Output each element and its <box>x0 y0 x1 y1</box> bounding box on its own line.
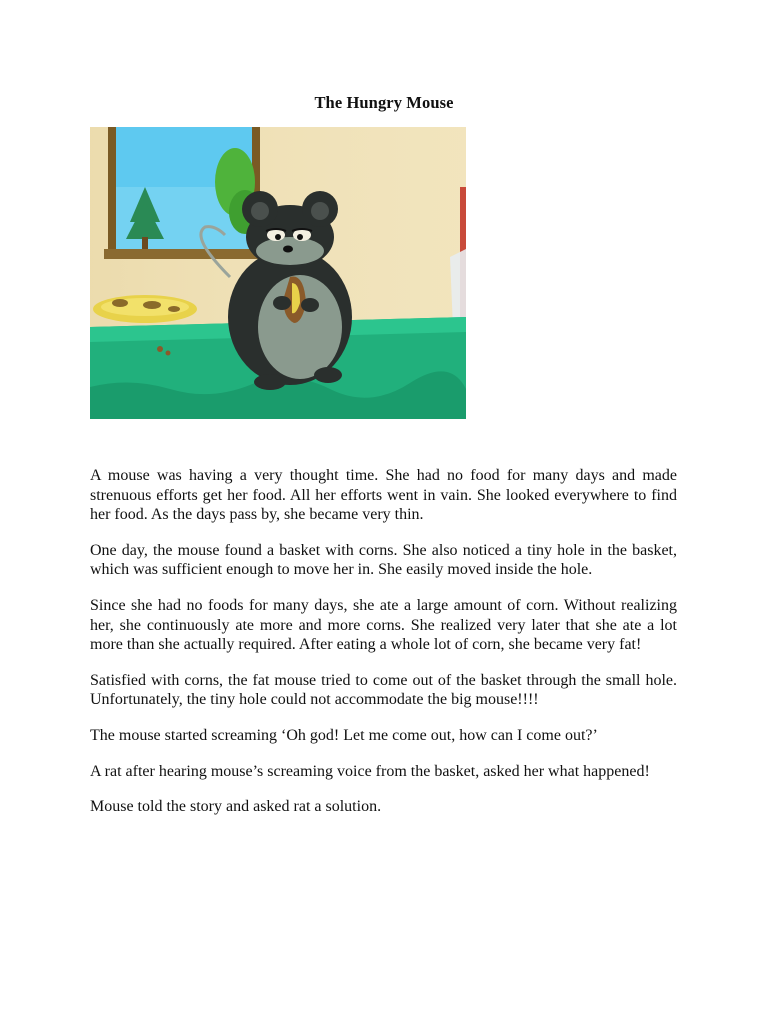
paragraph-6: A rat after hearing mouse’s screaming voice from the basket, asked her what happened! <box>90 762 650 780</box>
story-text <box>90 466 677 833</box>
paragraph-4: Satisfied with corns, the fat mouse tried to come out of the basket through the small hole. Unfortunately, the tiny hole could not accommodate the big mouse!!!! <box>90 671 677 709</box>
paragraph-2: One day, the mouse found a basket with corns. She also noticed a tiny hole in the basket, which was sufficient enough to move her in. She easily moved inside the hole. <box>90 541 677 579</box>
paragraph-5: The mouse started screaming ‘Oh god! Let me come out, how can I come out?’ <box>90 726 598 744</box>
document-title: The Hungry Mouse <box>314 93 454 112</box>
paragraph-3: Since she had no foods for many days, she ate a large amount of corn. Without realizing her, she continuously ate more and more corns. She realized very later that she ate a lot more than she actually required. After eating a whole lot of corn, she became very fat! <box>90 596 677 654</box>
paragraph-1: A mouse was having a very thought time. She had no food for many days and made strenuous efforts get her food. All her efforts went in vain. She looked everywhere to find her food. As the days pass by, she became very thin. <box>90 467 677 524</box>
mouse-illustration <box>90 127 466 419</box>
paragraph-7: Mouse told the story and asked rat a solution. <box>90 798 382 816</box>
